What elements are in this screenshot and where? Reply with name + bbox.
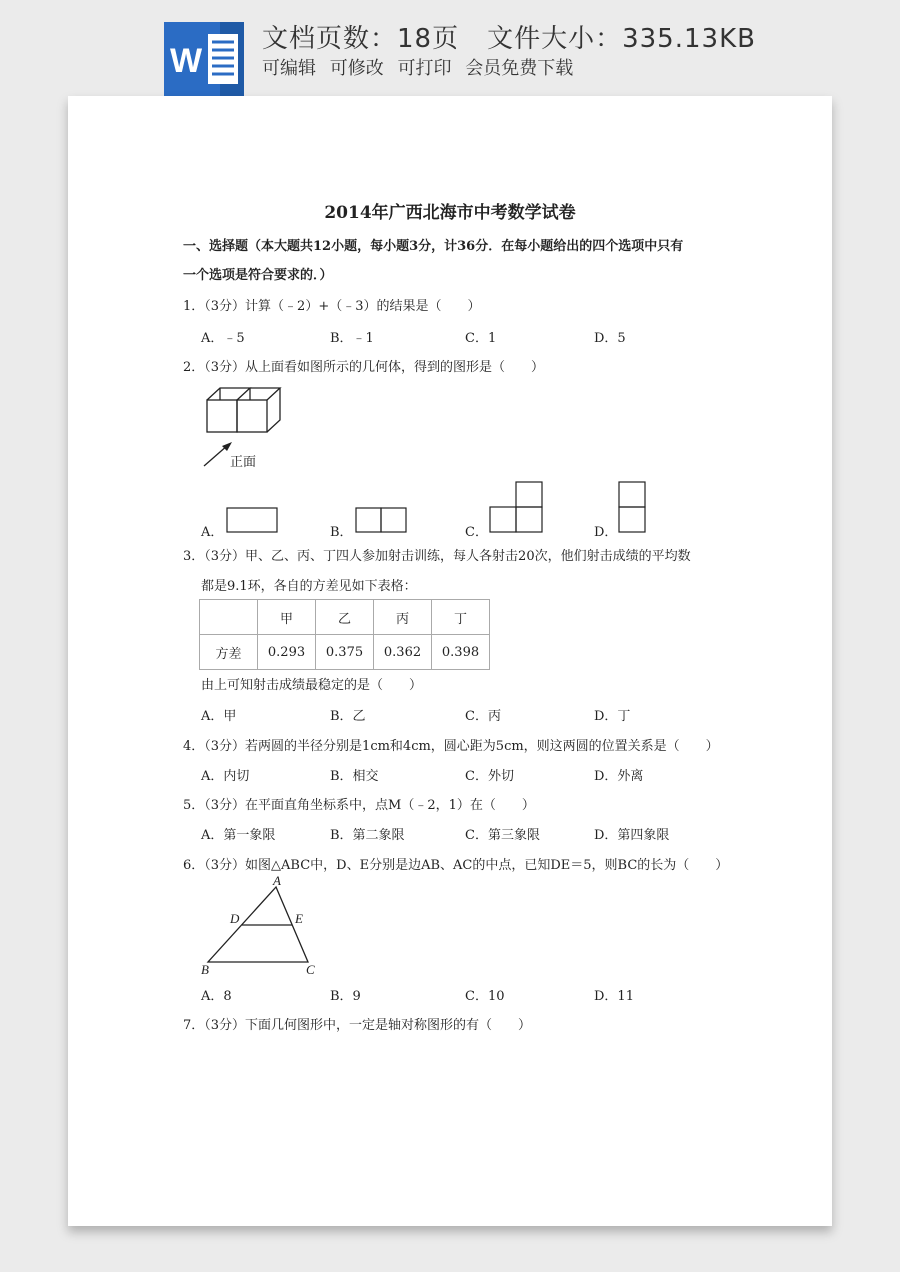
feature-printable: 可打印: [397, 58, 452, 79]
file-size: 文件大小：335.13KB: [487, 24, 756, 54]
word-document-icon: [164, 22, 244, 96]
q2-option-c: C．: [465, 525, 488, 540]
vertex-label-c: C: [306, 962, 315, 977]
triangle-figure: [198, 875, 322, 979]
table-cell: 方差: [200, 635, 258, 670]
question-7: 7．（3分）下面几何图形中，一定是轴对称图形的有（ ）: [183, 1018, 532, 1033]
question-4: 4．（3分）若两圆的半径分别是1cm和4cm，圆心距为5cm，则这两圆的位置关系是（ ）: [183, 739, 719, 754]
q4-option-a: A．内切: [201, 769, 250, 784]
section-heading-line1: 一、选择题（本大题共12小题，每小题3分，计36分．在每小题给出的四个选项中只有: [183, 239, 684, 254]
variance-table: [199, 599, 490, 670]
exam-title: 2014年广西北海市中考数学试卷: [324, 203, 576, 223]
q1-option-c: C．1: [465, 331, 497, 346]
q2-shape-d: [618, 481, 646, 533]
q3-option-a: A．甲: [201, 709, 237, 724]
table-row: [200, 600, 490, 635]
q1-option-d: D．5: [594, 331, 626, 346]
table-cell: [200, 600, 258, 635]
q2-shape-c: [489, 481, 543, 533]
section-heading-line2: 一个选项是符合要求的．）: [183, 268, 333, 283]
table-cell: 0.375: [316, 635, 374, 670]
q5-option-d: D．第四象限: [594, 828, 670, 843]
q2-shape-b: [355, 507, 407, 533]
feature-modifiable: 可修改: [329, 58, 384, 79]
q3-option-d: D．丁: [594, 709, 631, 724]
q2-option-d: D．: [594, 525, 618, 540]
table-cell: 乙: [316, 600, 374, 635]
q4-option-c: C．外切: [465, 769, 514, 784]
q3-option-c: C．丙: [465, 709, 501, 724]
q3-option-b: B．乙: [330, 709, 366, 724]
vertex-label-e: E: [295, 911, 303, 926]
q5-option-c: C．第三象限: [465, 828, 540, 843]
table-cell: 0.293: [258, 635, 316, 670]
q1-option-b: B．﹣1: [330, 331, 374, 346]
vertex-label-b: B: [201, 962, 209, 977]
document-page: [68, 96, 832, 1226]
question-6: 6．（3分）如图△ABC中，D、E分别是边AB、AC的中点，已知DE＝5，则BC的长为（ ）: [183, 858, 729, 873]
feature-editable: 可编辑: [262, 58, 316, 79]
question-3-line3: 由上可知射击成绩最稳定的是（ ）: [201, 678, 423, 693]
table-row: [200, 635, 490, 670]
page-count: 文档页数：18页: [262, 24, 460, 54]
table-cell: 丁: [432, 600, 490, 635]
q1-option-a: A．﹣5: [201, 331, 245, 346]
svg-text:W: W: [170, 42, 203, 80]
question-3-line1: 3．（3分）甲、乙、丙、丁四人参加射击训练，每人各射击20次，他们射击成绩的平均数: [183, 549, 691, 564]
q6-option-a: A．8: [201, 989, 232, 1004]
q6-option-c: C．10: [465, 989, 505, 1004]
question-3-line2: 都是9.1环，各自的方差见如下表格：: [201, 579, 417, 594]
q2-option-a: A．: [201, 525, 224, 540]
feature-member-download: 会员免费下载: [465, 58, 574, 79]
download-banner: [0, 0, 900, 100]
file-info: [262, 18, 756, 55]
front-label: 正面: [230, 455, 257, 470]
q6-option-b: B．9: [330, 989, 361, 1004]
table-cell: 0.398: [432, 635, 490, 670]
table-cell: 甲: [258, 600, 316, 635]
table-cell: 丙: [374, 600, 432, 635]
vertex-label-a: A: [273, 875, 281, 888]
q4-option-b: B．相交: [330, 769, 379, 784]
table-cell: 0.362: [374, 635, 432, 670]
solid-figure: [198, 384, 293, 474]
vertex-label-d: D: [230, 911, 240, 926]
q6-option-d: D．11: [594, 989, 634, 1004]
q4-option-d: D．外离: [594, 769, 644, 784]
question-1: 1．（3分）计算（﹣2）+（﹣3）的结果是（ ）: [183, 299, 481, 314]
feature-list: [262, 54, 581, 80]
q5-option-a: A．第一象限: [201, 828, 276, 843]
q2-option-b: B．: [330, 525, 353, 540]
q5-option-b: B．第二象限: [330, 828, 405, 843]
question-5: 5．（3分）在平面直角坐标系中，点M（﹣2，1）在（ ）: [183, 798, 535, 813]
question-2: 2．（3分）从上面看如图所示的几何体，得到的图形是（ ）: [183, 360, 545, 375]
q2-shape-a: [226, 507, 278, 533]
